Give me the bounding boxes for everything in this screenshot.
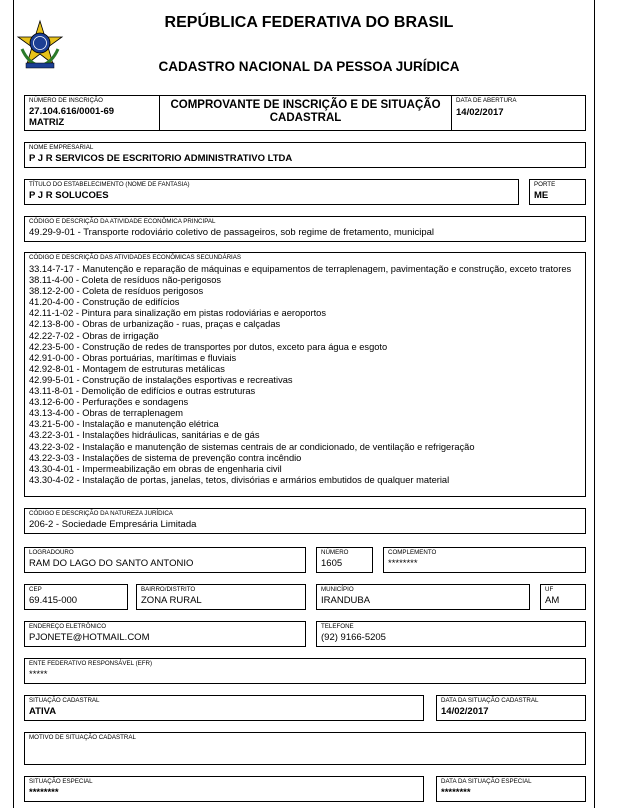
atividade-secundaria-item: 43.11-8-01 - Demolição de edifícios e outras estruturas	[29, 386, 256, 397]
cep-value: 69.415-000	[29, 595, 78, 606]
logradouro-box	[24, 547, 306, 573]
email-box	[24, 621, 306, 647]
situacao-label: SITUAÇÃO CADASTRAL	[29, 697, 100, 704]
page-title: REPÚBLICA FEDERATIVA DO BRASIL	[164, 14, 454, 31]
efr-value: *****	[29, 669, 48, 680]
atividade-secundaria-item: 33.14-7-17 - Manutenção e reparação de máquinas e equipamentos de terraplenagem, pavimentação e construção, exceto tratores	[29, 264, 572, 274]
complemento-label: COMPLEMENTO	[388, 549, 437, 556]
logradouro-label: LOGRADOURO	[29, 549, 74, 556]
inscricao-label: NÚMERO DE INSCRIÇÃO	[29, 97, 103, 104]
page-subtitle: CADASTRO NACIONAL DA PESSOA JURÍDICA	[158, 59, 460, 74]
atividades-secundarias-list	[29, 264, 581, 486]
bairro-value: ZONA RURAL	[141, 595, 202, 606]
natureza-label: CÓDIGO E DESCRIÇÃO DA NATUREZA JURÍDICA	[29, 510, 173, 517]
atividade-secundaria-item: 43.12-6-00 - Perfurações e sondagens	[29, 397, 189, 408]
uf-label: UF	[545, 586, 554, 593]
atividade-secundaria-item: 43.21-5-00 - Instalação e manutenção elétrica	[29, 419, 219, 430]
situacao-value: ATIVA	[29, 706, 57, 717]
municipio-box	[316, 584, 530, 610]
comprovante-title	[160, 99, 451, 125]
porte-value: ME	[534, 190, 549, 201]
atividade-principal-label: CÓDIGO E DESCRIÇÃO DA ATIVIDADE ECONÔMICA PRINCIPAL	[29, 218, 216, 225]
situacao-especial-value: ********	[29, 787, 59, 798]
data-situacao-especial-box	[436, 776, 586, 802]
inscricao-box	[24, 95, 160, 131]
complemento-box	[383, 547, 586, 573]
fantasia-label: TÍTULO DO ESTABELECIMENTO (NOME DE FANTASIA)	[29, 181, 190, 188]
data-situacao-especial-value: ********	[441, 787, 471, 798]
atividade-secundaria-item: 42.92-8-01 - Montagem de estruturas metálicas	[29, 363, 225, 374]
atividade-secundaria-item: 42.99-5-01 - Construção de instalações esportivas e recreativas	[29, 374, 293, 385]
email-label: ENDEREÇO ELETRÔNICO	[29, 623, 107, 630]
logradouro-value: RAM DO LAGO DO SANTO ANTONIO	[29, 558, 194, 569]
porte-box	[529, 179, 586, 205]
bairro-box	[136, 584, 306, 610]
abertura-label: DATA DE ABERTURA	[456, 97, 517, 104]
atividade-secundaria-item: 42.23-5-00 - Construção de redes de transportes por dutos, exceto para água e esgoto	[29, 341, 388, 352]
telefone-box	[316, 621, 586, 647]
atividades-secundarias-label: CÓDIGO E DESCRIÇÃO DAS ATIVIDADES ECONÔMICAS SECUNDÁRIAS	[29, 254, 242, 261]
comprovante-box	[159, 95, 452, 131]
data-situacao-box	[436, 695, 586, 721]
inscricao-tipo: MATRIZ	[29, 117, 65, 128]
numero-value: 1605	[321, 558, 343, 569]
abertura-box	[451, 95, 586, 131]
inscricao-numero: 27.104.616/0001-69	[29, 106, 115, 117]
comprovante-line1: COMPROVANTE DE INSCRIÇÃO E DE SITUAÇÃO	[170, 99, 441, 111]
email-value: PJONETE@HOTMAIL.COM	[29, 632, 150, 643]
fantasia-box	[24, 179, 519, 205]
atividade-secundaria-item: 41.20-4-00 - Construção de edifícios	[29, 297, 180, 308]
numero-label: NÚMERO	[321, 549, 349, 556]
municipio-label: MUNICÍPIO	[321, 586, 354, 593]
natureza-value: 206-2 - Sociedade Empresária Limitada	[29, 519, 197, 530]
atividade-secundaria-item: 43.30-4-01 - Impermeabilização em obras de engenharia civil	[29, 463, 282, 474]
atividades-secundarias-box	[24, 252, 586, 497]
atividade-principal-box	[24, 216, 586, 242]
situacao-box	[24, 695, 424, 721]
atividade-secundaria-item: 38.11-4-00 - Coleta de resíduos não-perigosos	[29, 275, 222, 286]
natureza-box	[24, 508, 586, 534]
cep-box	[24, 584, 128, 610]
motivo-label: MOTIVO DE SITUAÇÃO CADASTRAL	[29, 734, 136, 741]
bairro-label: BAIRRO/DISTRITO	[141, 586, 196, 593]
atividade-secundaria-item: 43.22-3-01 - Instalações hidráulicas, sanitárias e de gás	[29, 430, 260, 441]
complemento-value: ********	[388, 558, 418, 569]
municipio-value: IRANDUBA	[321, 595, 371, 606]
atividade-principal-value: 49.29-9-01 - Transporte rodoviário coletivo de passageiros, sob regime de fretamento, municipal	[29, 227, 435, 238]
atividade-secundaria-item: 43.13-4-00 - Obras de terraplenagem	[29, 408, 184, 419]
nome-empresarial-value: P J R SERVICOS DE ESCRITORIO ADMINISTRATIVO LTDA	[29, 153, 293, 164]
data-situacao-label: DATA DA SITUAÇÃO CADASTRAL	[441, 697, 539, 704]
telefone-value: (92) 9166-5205	[321, 632, 386, 643]
data-situacao-value: 14/02/2017	[441, 706, 489, 717]
telefone-label: TELEFONE	[321, 623, 354, 630]
porte-label: PORTE	[534, 181, 556, 188]
atividade-secundaria-item: 43.22-3-03 - Instalações de sistema de prevenção contra incêndio	[29, 452, 302, 463]
atividade-secundaria-item: 43.30-4-02 - Instalação de portas, janelas, tetos, divisórias e armários embutidos de qualquer material	[29, 474, 450, 485]
nome-empresarial-box	[24, 142, 586, 168]
situacao-especial-box	[24, 776, 424, 802]
efr-box	[24, 658, 586, 684]
atividade-secundaria-item: 43.22-3-02 - Instalação e manutenção de sistemas centrais de ar condicionado, de ventilação e refrigeração	[29, 441, 475, 452]
fantasia-value: P J R SOLUCOES	[29, 190, 109, 201]
nome-empresarial-label: NOME EMPRESARIAL	[29, 144, 94, 151]
atividade-secundaria-item: 42.11-1-02 - Pintura para sinalização em pistas rodoviárias e aeroportos	[29, 308, 326, 319]
abertura-value: 14/02/2017	[456, 107, 504, 118]
comprovante-line2: CADASTRAL	[269, 112, 342, 124]
motivo-box	[24, 732, 586, 765]
efr-label: ENTE FEDERATIVO RESPONSÁVEL (EFR)	[29, 660, 153, 667]
atividade-secundaria-item: 38.12-2-00 - Coleta de resíduos perigosos	[29, 286, 204, 297]
uf-box	[540, 584, 586, 610]
atividade-secundaria-item: 42.22-7-02 - Obras de irrigação	[29, 330, 159, 341]
atividade-secundaria-item: 42.13-8-00 - Obras de urbanização - ruas, praças e calçadas	[29, 319, 281, 330]
numero-box	[316, 547, 373, 573]
cep-label: CEP	[29, 586, 42, 593]
data-situacao-especial-label: DATA DA SITUAÇÃO ESPECIAL	[441, 778, 532, 785]
situacao-especial-label: SITUAÇÃO ESPECIAL	[29, 778, 93, 785]
uf-value: AM	[545, 595, 560, 606]
atividade-secundaria-item: 42.91-0-00 - Obras portuárias, marítimas e fluviais	[29, 352, 237, 363]
